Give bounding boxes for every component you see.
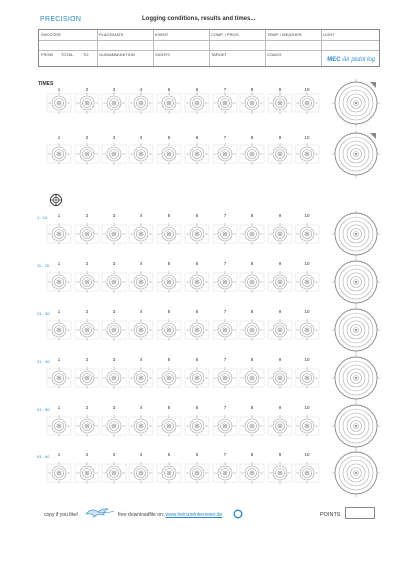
shot-target[interactable] [295,462,319,484]
times-label: TIMES [38,81,54,87]
shot-target[interactable] [75,367,99,389]
shot-number: 9 [278,309,282,314]
shot-number: 10 [304,213,310,218]
shot-number: 4 [139,357,143,362]
shot-number: 7 [223,213,227,218]
shot-target[interactable] [157,319,181,341]
shot-target[interactable] [295,271,319,293]
shot-number: 8 [250,405,254,410]
series-label: 51 - 60 [37,454,50,459]
summary-target[interactable] [332,402,380,450]
shot-target[interactable] [213,367,237,389]
shot-target[interactable] [295,223,319,245]
shot-target[interactable] [268,143,292,165]
shot-number: 6 [195,452,199,457]
shot-number: 5 [167,261,171,266]
shot-target[interactable] [213,223,237,245]
shot-number: 9 [278,452,282,457]
shot-number: 6 [195,357,199,362]
shot-target[interactable] [157,367,181,389]
shot-target[interactable] [268,92,292,114]
summary-target[interactable] [332,354,380,402]
shot-number: 7 [223,309,227,314]
shot-target[interactable] [102,92,126,114]
shot-number: 5 [167,135,171,140]
shot-target[interactable] [295,319,319,341]
shot-number: 10 [304,405,310,410]
shot-target[interactable] [157,92,181,114]
shot-target[interactable] [75,462,99,484]
shot-number: 4 [139,87,143,92]
shot-number: 7 [223,405,227,410]
shot-target[interactable] [295,367,319,389]
shot-target[interactable] [47,415,71,437]
shot-number: 5 [167,87,171,92]
brand-subtitle: Air pistol log [342,57,375,63]
shot-number: 1 [57,261,61,266]
shot-number: 10 [304,309,310,314]
brand-mark: MEC [327,57,341,63]
shot-number: 8 [250,309,254,314]
field-shooter[interactable]: SHOOTER [41,32,61,37]
shot-number: 2 [85,213,89,218]
shot-target[interactable] [157,462,181,484]
shot-number: 1 [57,135,61,140]
website-link[interactable]: www.heinzreinkemeier.de [165,512,223,518]
summary-target[interactable] [332,210,380,258]
shot-number: 5 [167,357,171,362]
shot-target[interactable] [129,271,153,293]
shot-target[interactable] [240,223,264,245]
shot-number: 9 [278,213,282,218]
shot-target[interactable] [240,92,264,114]
shot-target[interactable] [102,367,126,389]
summary-target[interactable] [332,79,380,127]
shot-number: 9 [278,135,282,140]
shot-target[interactable] [157,271,181,293]
shot-number: 10 [304,357,310,362]
shot-number: 7 [223,87,227,92]
summary-target[interactable] [332,130,380,178]
shot-number: 3 [112,213,116,218]
shot-target[interactable] [75,223,99,245]
shot-number: 10 [304,261,310,266]
shot-number: 1 [57,405,61,410]
shot-target[interactable] [102,143,126,165]
shot-target[interactable] [213,271,237,293]
footer-copy-text: copy if you like! [44,512,79,518]
shot-target[interactable] [213,462,237,484]
shot-target[interactable] [157,143,181,165]
shot-target[interactable] [47,319,71,341]
shot-target[interactable] [185,92,209,114]
shot-number: 2 [85,87,89,92]
shot-number: 5 [167,405,171,410]
series-label: 31 - 40 [37,359,50,364]
shot-target[interactable] [268,319,292,341]
field-to[interactable]: TO [83,52,89,57]
shot-number: 8 [250,452,254,457]
shot-number: 2 [85,135,89,140]
shot-target[interactable] [185,319,209,341]
field-place-date[interactable]: PLACE/DATE [99,32,124,37]
shot-number: 8 [250,213,254,218]
shot-number: 2 [85,309,89,314]
shot-number: 4 [139,309,143,314]
series-label: 1 - 10 [37,215,48,220]
shot-target[interactable] [102,415,126,437]
shot-target[interactable] [129,367,153,389]
download-label: free downloadfile on: [118,512,165,518]
bird-logo-icon [84,505,116,519]
shot-target[interactable] [240,271,264,293]
shot-target[interactable] [129,223,153,245]
shot-number: 3 [112,261,116,266]
shot-target[interactable] [213,319,237,341]
shot-number: 9 [278,357,282,362]
shot-number: 6 [195,135,199,140]
shot-number: 2 [85,452,89,457]
shot-target[interactable] [75,143,99,165]
shot-target[interactable] [268,367,292,389]
shot-target[interactable] [75,319,99,341]
shot-number: 1 [57,213,61,218]
shot-number: 6 [195,309,199,314]
shot-number: 9 [278,405,282,410]
shot-target[interactable] [102,223,126,245]
field-coach[interactable]: COACH [267,52,282,57]
shot-number: 4 [139,405,143,410]
shot-number: 4 [139,213,143,218]
page-title: PRECISION [40,16,82,23]
shot-number: 9 [278,87,282,92]
shot-number: 3 [112,87,116,92]
shot-number: 6 [195,405,199,410]
shot-number: 3 [112,135,116,140]
summary-target[interactable] [332,306,380,354]
shot-number: 8 [250,87,254,92]
shot-target[interactable] [185,143,209,165]
shot-number: 6 [195,213,199,218]
shot-number: 2 [85,261,89,266]
shot-number: 1 [57,452,61,457]
shot-number: 2 [85,405,89,410]
shot-number: 2 [85,357,89,362]
field-temp-weather[interactable]: TEMP. / WEATHER [267,32,302,37]
field-total[interactable]: TOTAL [61,52,74,57]
shot-number: 10 [304,135,310,140]
shot-number: 5 [167,452,171,457]
shot-number: 3 [112,452,116,457]
shot-target[interactable] [75,271,99,293]
summary-target[interactable] [332,258,380,306]
field-target[interactable]: TARGET [211,52,227,57]
shot-target[interactable] [185,415,209,437]
shot-number: 7 [223,135,227,140]
shot-number: 6 [195,87,199,92]
shot-target[interactable] [102,462,126,484]
shot-number: 4 [139,261,143,266]
shot-target[interactable] [240,367,264,389]
shot-target[interactable] [47,367,71,389]
shot-target[interactable] [47,92,71,114]
shot-target[interactable] [295,143,319,165]
shot-target[interactable] [185,223,209,245]
shot-target[interactable] [268,415,292,437]
shot-number: 5 [167,213,171,218]
shot-target[interactable] [213,143,237,165]
shot-number: 7 [223,357,227,362]
field-comp-prog[interactable]: COMP. / PROG. [211,32,240,37]
shot-number: 8 [250,357,254,362]
field-sights[interactable]: SIGHTS [155,52,170,57]
shot-target[interactable] [129,415,153,437]
shot-number: 1 [57,87,61,92]
field-from[interactable]: FROM [41,52,53,57]
shot-number: 10 [304,452,310,457]
shot-target[interactable] [47,143,71,165]
shot-target[interactable] [129,92,153,114]
shot-target[interactable] [240,143,264,165]
shot-number: 1 [57,357,61,362]
shot-target[interactable] [268,271,292,293]
shot-target[interactable] [157,415,181,437]
shot-target[interactable] [185,462,209,484]
shot-number: 8 [250,261,254,266]
summary-target[interactable] [332,449,380,497]
field-light[interactable]: LIGHT [323,32,335,37]
footer-download-text [118,512,222,518]
shot-number: 7 [223,261,227,266]
shot-target[interactable] [268,462,292,484]
shot-number: 5 [167,309,171,314]
shot-target[interactable] [240,462,264,484]
series-label: 21 - 30 [37,311,50,316]
shot-target[interactable] [75,92,99,114]
shot-target[interactable] [185,367,209,389]
series-label: 41 - 50 [37,407,50,412]
ring-logo-icon [233,509,243,519]
points-input[interactable] [345,507,375,519]
shot-number: 10 [304,87,310,92]
shot-target[interactable] [213,415,237,437]
shot-number: 7 [223,452,227,457]
shot-target[interactable] [47,223,71,245]
shot-target[interactable] [295,415,319,437]
shot-number: 3 [112,405,116,410]
shot-number: 4 [139,452,143,457]
field-gun-ammunition[interactable]: GUN/AMMUNITION [99,52,135,57]
shot-number: 3 [112,309,116,314]
shot-number: 6 [195,261,199,266]
shot-number: 9 [278,261,282,266]
shot-target[interactable] [240,319,264,341]
points-label: POINTS [320,512,341,518]
shot-target[interactable] [129,462,153,484]
series-label: 11 - 20 [37,263,50,268]
shot-number: 1 [57,309,61,314]
shot-number: 3 [112,357,116,362]
shot-target[interactable] [102,271,126,293]
shot-number: 8 [250,135,254,140]
shot-target[interactable] [129,319,153,341]
shot-target[interactable] [213,92,237,114]
shot-target[interactable] [157,223,181,245]
shot-target[interactable] [295,92,319,114]
shot-target[interactable] [240,415,264,437]
shot-target[interactable] [129,143,153,165]
shot-target[interactable] [47,462,71,484]
shot-target[interactable] [185,271,209,293]
shot-target[interactable] [47,271,71,293]
page-heading: Logging conditions, results and times... [142,16,256,22]
shot-target[interactable] [75,415,99,437]
shot-target[interactable] [102,319,126,341]
shot-target[interactable] [268,223,292,245]
field-event[interactable]: EVENT [155,32,169,37]
shot-number: 4 [139,135,143,140]
